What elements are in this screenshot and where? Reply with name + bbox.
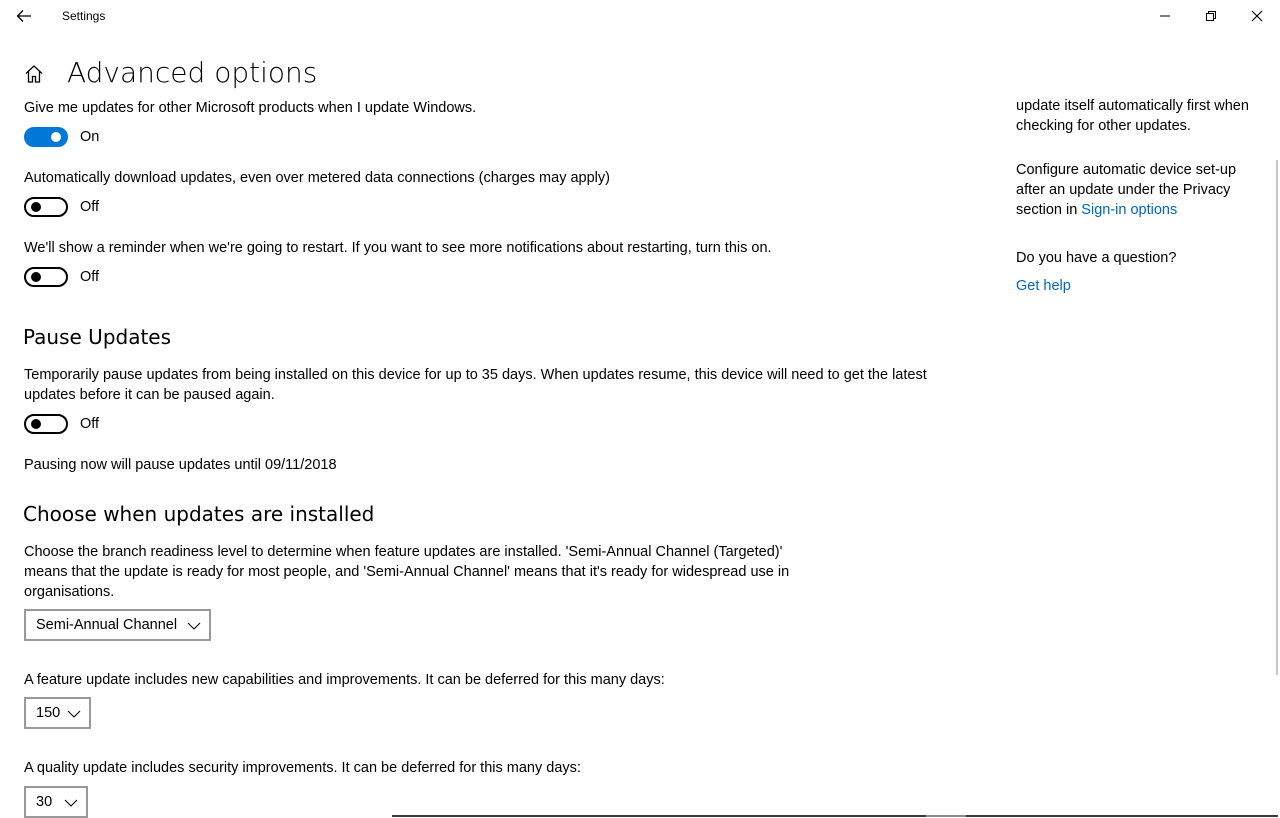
scrollbar-segment bbox=[926, 815, 966, 817]
quality-update-text: A quality update includes security improvements. It can be deferred for this many days: bbox=[24, 760, 581, 776]
pause-updates-text: Temporarily pause updates from being installed on this device for up to 35 days. When updates resume, this device will need to get the latest updates before it can be paused again. bbox=[24, 367, 927, 403]
feature-days-value: 150 bbox=[36, 705, 61, 721]
other-products-text: Give me updates for other Microsoft products when I update Windows. bbox=[24, 100, 477, 116]
metered-text: Automatically download updates, even over metered data connections (charges may apply) bbox=[24, 170, 610, 186]
minimize-button[interactable] bbox=[1142, 0, 1188, 32]
page-header bbox=[0, 52, 1000, 96]
sign-in-options-link[interactable]: Sign-in options bbox=[1081, 202, 1178, 218]
choose-heading: Choose when updates are installed bbox=[23, 502, 375, 526]
back-button[interactable] bbox=[8, 2, 40, 30]
toggle-knob bbox=[51, 132, 61, 142]
horizontal-scrollbar[interactable] bbox=[392, 815, 1278, 817]
vertical-scrollbar[interactable] bbox=[1276, 160, 1278, 675]
pause-updates-heading: Pause Updates bbox=[23, 325, 172, 349]
get-help-link[interactable]: Get help bbox=[1016, 278, 1071, 294]
home-icon bbox=[24, 64, 44, 84]
main-content bbox=[0, 96, 1000, 810]
home-button[interactable] bbox=[20, 60, 48, 88]
question-text: Do you have a question? bbox=[1016, 250, 1177, 266]
metered-state: Off bbox=[80, 199, 100, 215]
restart-reminder-text: We'll show a reminder when we're going to restart. If you want to see more notifications about restarting, turn this on. bbox=[24, 240, 772, 256]
pause-updates-toggle[interactable] bbox=[24, 414, 68, 434]
configure-text bbox=[1016, 160, 1256, 220]
configure-text-body: Configure automatic device set-up after an update under the Privacy section in bbox=[1016, 162, 1237, 218]
restore-icon bbox=[1205, 10, 1217, 22]
restore-button[interactable] bbox=[1188, 0, 1234, 32]
metered-toggle[interactable] bbox=[24, 197, 68, 217]
feature-days-dropdown[interactable] bbox=[24, 697, 91, 729]
close-button[interactable] bbox=[1234, 0, 1280, 32]
restart-reminder-toggle[interactable] bbox=[24, 267, 68, 287]
toggle-knob bbox=[31, 272, 41, 282]
branch-readiness-text: Choose the branch readiness level to determine when feature updates are installed. 'Semi-Annual Channel (Targeted)' means that the update is ready for most people, and 'Semi-Annual Channel' means that it's ready for widespread use in organisations. bbox=[24, 544, 790, 600]
page-title: Advanced options bbox=[67, 56, 318, 89]
update-itself-text: update itself automatically first when checking for other updates. bbox=[1016, 98, 1249, 134]
chevron-down-icon bbox=[67, 707, 81, 721]
toggle-knob bbox=[31, 202, 41, 212]
pause-updates-state: Off bbox=[80, 416, 100, 432]
other-products-toggle[interactable] bbox=[24, 127, 68, 147]
title-bar bbox=[0, 0, 1280, 32]
restart-reminder-state: Off bbox=[80, 269, 100, 285]
minimize-icon bbox=[1159, 10, 1171, 22]
back-arrow-icon bbox=[16, 9, 32, 23]
other-products-state: On bbox=[80, 129, 100, 145]
chevron-down-icon bbox=[64, 796, 78, 810]
pause-note: Pausing now will pause updates until 09/11/2018 bbox=[24, 457, 337, 473]
branch-readiness-dropdown[interactable] bbox=[24, 609, 211, 641]
close-icon bbox=[1251, 10, 1263, 22]
feature-update-text: A feature update includes new capabilities and improvements. It can be deferred for this many days: bbox=[24, 672, 665, 688]
toggle-knob bbox=[31, 419, 41, 429]
app-title: Settings bbox=[62, 9, 106, 23]
quality-days-dropdown[interactable] bbox=[24, 786, 88, 818]
quality-days-value: 30 bbox=[36, 794, 53, 810]
chevron-down-icon bbox=[187, 619, 201, 633]
branch-readiness-value: Semi-Annual Channel bbox=[36, 617, 178, 633]
